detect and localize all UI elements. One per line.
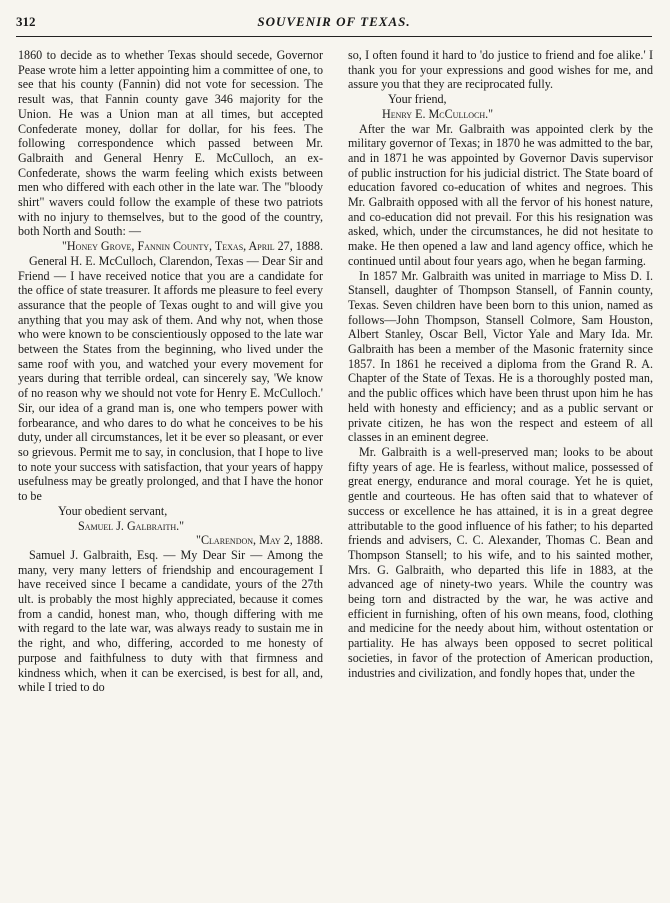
- letter2-closing: Your friend,: [388, 92, 447, 107]
- page-header: [16, 14, 652, 37]
- letter2-body: Samuel J. Galbraith, Esq. — My Dear Sir — Among the many, very many letters of friendship and encouragement I have received since I became a candidate, yours of the 27th ult. is probably the most highly appreciated, because it comes from a candid, honest man, who, though differing with me with regard to the late war, was always ready to sustain me in the right, and who, differing, accorded to me honesty of purpose and faithfulness to duty with that firmness and kindness which, when it can be exercised, is best for all, and, while I tried to do: [18, 547, 323, 695]
- letter1-dateline: "Honey Grove, Fannin County, Texas, April 27, 1888.: [62, 239, 323, 254]
- paragraph-secession: 1860 to decide as to whether Texas should secede, Governor Pease wrote him a letter appointing him a committee of one, to see that his county (Fannin) did not vote for secession. The result was, that Fannin county gave 346 majority for the Union. He was a Union man at all times, but accepted Confederate money, dollar for dollar, for his fees. The following correspondence which passed between Mr. Galbraith and General Henry E. McCulloch, an ex-Confederate, shows the warm feeling which exists between men who differed with each other in the late war. The "bloody shirt" wavers could follow the example of these two patriots with no injury to themselves, but to the good of the country, both North and South: —: [18, 48, 323, 239]
- page-number: 312: [16, 14, 36, 29]
- paragraph-marriage: In 1857 Mr. Galbraith was united in marriage to Miss D. I. Stansell, daughter of Thompson Stansell, of Fannin county, Texas. Seven children have been born to this union, named as follows—John Thompson, Stansell Colmore, Sam Houston, Albert Stanley, Oscar Bell, Victor Yale and Mary Ida. Mr. Galbraith has been a member of the Masonic fraternity since 1857. In 1861 he received a diploma from the Grand R. A. Chapter of the State of Texas. He is a thoroughly posted man, and the public offices which have been thrust upon him he has held with honesty and efficiency; and as a public servant or private citizen, he has won the respect and esteem of all classes in an eminent degree.: [348, 268, 653, 445]
- letter1-signature: Samuel J. Galbraith.": [78, 518, 185, 533]
- letter2-signature: Henry E. McCulloch.": [382, 106, 494, 121]
- letter1-closing: Your obedient servant,: [58, 503, 168, 518]
- right-column: [348, 48, 653, 893]
- running-title: SOUVENIR OF TEXAS.: [257, 14, 411, 29]
- left-column: [18, 48, 323, 893]
- letter2-dateline: "Clarendon, May 2, 1888.: [196, 533, 323, 548]
- letter1-body: General H. E. McCulloch, Clarendon, Texas — Dear Sir and Friend — I have received notice that you are a candidate for the office of state treasurer. It affords me pleasure to feel every assurance that the people of Texas ought to and will give you anything that you may ask of them. And why not, when those who were known to be conscientiously opposed to the late war between the States from the beginning, who lived under the same roof with you, and watched your every movement for years during that terrible ordeal, can sincerely say, 'We know of no reason why we should not vote for Henry E. McCulloch.' Sir, our idea of a grand man is, one who tempers power with forbearance, and who dares to do what he conceives to be his duty, under all circumstances, let it be ever so pleasant, or ever so grievous. Permit me to say, in conclusion, that I hope to live to note your success with satisfaction, that your years of happy usefulness may be greatly prolonged, and that I have the honor to be: [18, 253, 323, 504]
- paragraph-character: Mr. Galbraith is a well-preserved man; looks to be about fifty years of age. He is fearless, without malice, possessed of great energy, endurance and moral courage. Yet he is quiet, gentle and courteous. He has often said that to whatever of success or excellence he has attained, it is in a great degree attributable to the good influence of his father; to his departed friends and advisers, C. C. Alexander, Thomas C. Bean and Thompson Stansell; to his wife, and to his sainted mother, Mrs. G. Galbraith, who departed this life in 1883, at the advanced age of ninety-two years. While the country was being torn and distracted by the war, he was active and efficient in furnishing, often of his own means, food, clothing and medicine for the needy about him, without ostentation or partiality. He has always been opposed to secret political societies, in favor of the protection of American production, industries and civilization, and fondly hopes that, under the: [348, 444, 653, 680]
- paragraph-after-war: After the war Mr. Galbraith was appointed clerk by the military governor of Texas; in 1870 he was admitted to the bar, and in 1871 he was appointed by Governor Davis supervisor of public instruction for his judicial district. The State board of education favored co-education of whites and negroes. This Mr. Galbraith opposed with all the fervor of his honest nature, and co-education did not prevail. For this his resignation was asked, which, under the circumstances, he did not hesitate to make. He then opened a law and land agency office, which he continued until about four years ago, when he began farming.: [348, 121, 653, 268]
- letter2-body-continued: so, I often found it hard to 'do justice to friend and foe alike.' I thank you for your expressions and good wishes for me, and assure you that they are reciprocated fully.: [348, 48, 653, 92]
